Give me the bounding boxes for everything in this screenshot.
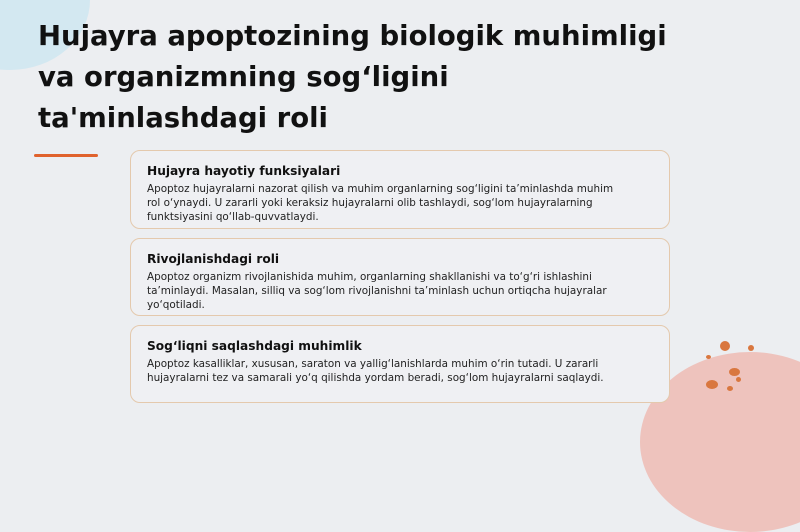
card-text-line: yo‘qotiladi. [147, 299, 205, 311]
card-title: Sog‘liqni saqlashdagi muhimlik [147, 339, 362, 353]
slide-title [38, 16, 738, 139]
card-text-line: Apoptoz organizm rivojlanishida muhim, organlarning shakllanishi va to‘g‘ri ishlashini [147, 271, 592, 283]
card-text-line: ta’minlaydi. Masalan, silliq va sog‘lom rivojlanishni ta’minlash uchun ortiqcha hujayralar [147, 285, 607, 297]
decor-dot [748, 345, 754, 351]
card-cell-functions [130, 150, 670, 229]
card-text-line: hujayralarni tez va samarali yo‘q qilishda yordam beradi, sog‘lom hujayralarni saqlaydi. [147, 372, 604, 384]
slide-title-line: Hujayra apoptozining biologik muhimligi [38, 20, 667, 52]
card-text-line: rol o‘ynaydi. U zararli yoki keraksiz hujayralarni olib tashlaydi, sog‘lom hujayralarning [147, 197, 593, 209]
card-text [147, 357, 653, 385]
content-cards [130, 150, 670, 412]
decor-dot [736, 377, 741, 382]
card-text-line: Apoptoz hujayralarni nazorat qilish va muhim organlarning sog‘ligini ta’minlashda muhim [147, 183, 614, 195]
card-text-line: Apoptoz kasalliklar, xususan, saraton va yallig‘lanishlarda muhim o‘rin tutadi. U zararli [147, 358, 599, 370]
decor-dot [727, 386, 733, 391]
card-development-role [130, 238, 670, 316]
decor-dot [729, 368, 740, 376]
card-text [147, 270, 653, 312]
card-health-importance [130, 325, 670, 403]
decor-dot [720, 341, 730, 351]
slide-title-line: va organizmning sog‘ligini [38, 61, 449, 93]
decor-dot [706, 355, 711, 359]
slide-title-line: ta'minlashdagi roli [38, 102, 328, 134]
title-accent-line [34, 154, 98, 157]
card-title: Hujayra hayotiy funksiyalari [147, 164, 341, 178]
card-text [147, 182, 653, 224]
decor-dot [706, 380, 718, 389]
card-title: Rivojlanishdagi roli [147, 252, 280, 266]
card-text-line: funktsiyasini qo‘llab-quvvatlaydi. [147, 211, 319, 223]
